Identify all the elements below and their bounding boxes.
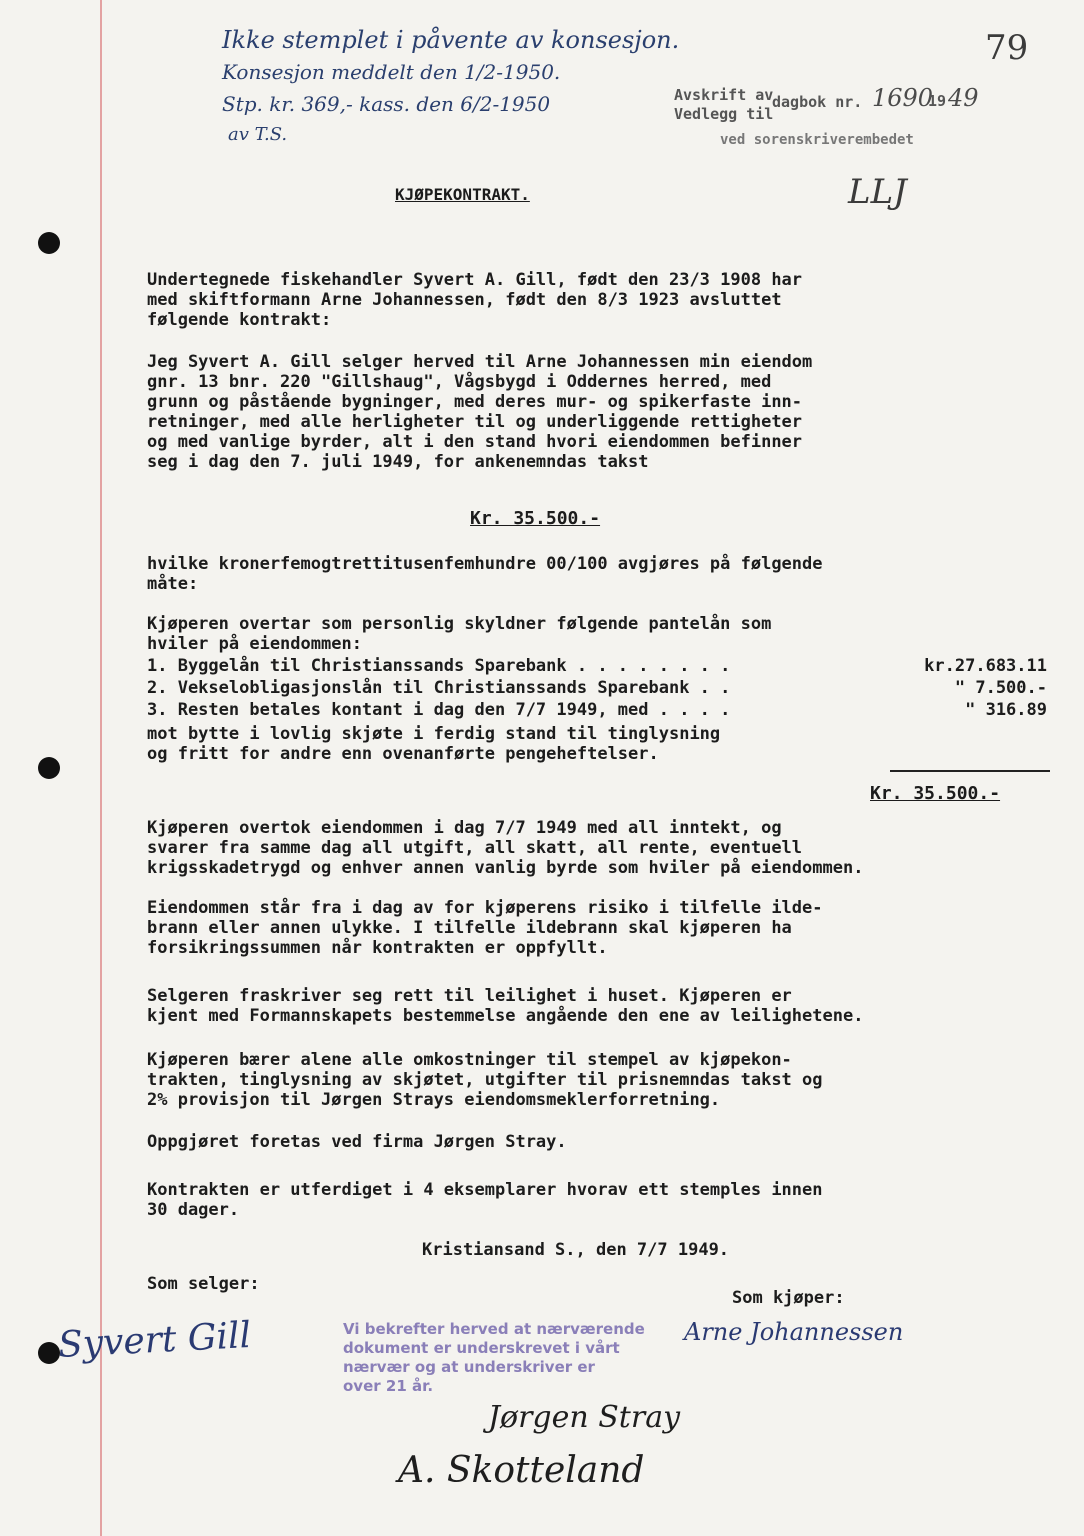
witness-signature: A. Skotteland [398,1450,645,1491]
text-line: brann eller annen ulykke. I tilfelle ildebrann skal kjøperen ha [147,918,792,938]
loans-after [147,724,1007,764]
punch-hole [38,757,60,779]
text-line: måte: [147,574,199,594]
text-line: gnr. 13 bnr. 220 "Gillshaug", Vågsbygd i Oddernes herred, med [147,372,772,392]
text-line: Kjøperen overtok eiendommen i dag 7/7 1949 med all inntekt, og [147,818,782,838]
text-line: mot bytte i lovlig skjøte i ferdig stand til tinglysning [147,724,721,744]
text-line: seg i dag den 7. juli 1949, for ankenemndas takst [147,452,649,472]
avskrift-label: Avskrift av [674,86,774,104]
total-rule [890,770,1050,772]
seller-label: Som selger: [147,1274,260,1294]
text-line: forsikringssummen når kontrakten er oppfyllt. [147,938,608,958]
handwritten-note: Ikke stemplet i påvente av konsesjon. [222,26,680,54]
copies-paragraph [147,1180,1007,1220]
text-line: nærvær og at underskriver er [343,1358,595,1376]
handwritten-note: Stp. kr. 369,- kass. den 6/2-1950 [222,92,551,116]
office-label: ved sorenskriverembedet [720,132,914,148]
sale-paragraph [147,352,1007,472]
buyer-signature: Arne Johannessen [684,1318,904,1346]
text-line: 2% provisjon til Jørgen Strays eiendomsmeklerforretning. [147,1090,721,1110]
text-line: trakten, tinglysning av skjøtet, utgifter til prisnemndas takst og [147,1070,823,1090]
text-line: krigsskadetrygd og enhver annen vanlig byrde som hviler på eiendommen. [147,858,864,878]
text-line: hvilke kronerfemogtrettitusenfemhundre 00/100 avgjøres på følgende [147,554,823,574]
text-line: Kjøperen overtar som personlig skyldner følgende pantelån som [147,614,772,634]
dagbok-number: 1690 [872,84,934,112]
loans-intro [147,614,1007,654]
apartment-paragraph [147,986,1007,1026]
loan-row [147,656,1047,678]
text-line: over 21 år. [343,1377,434,1395]
document-title: KJØPEKONTRAKT. [395,185,530,204]
loan-label: 1. Byggelån til Christianssands Sparebank . . . . . . . . [147,656,731,676]
intro-paragraph [147,270,1007,330]
text-line: Jeg Syvert A. Gill selger herved til Arne Johannessen min eiendom [147,352,813,372]
text-line: med skiftformann Arne Johannessen, født den 8/3 1923 avsluttet [147,290,782,310]
text-line: kjent med Formannskapets bestemmelse angående den ene av leilighetene. [147,1006,864,1026]
text-line: Kontrakten er utferdiget i 4 eksemplarer hvorav ett stemples innen [147,1180,823,1200]
takeover-paragraph [147,818,1007,878]
handwritten-note: av T.S. [228,124,288,145]
text-line: dokument er underskrevet i vårt [343,1339,620,1357]
punch-hole [38,1342,60,1364]
witness-stamp [343,1320,703,1396]
text-line: Oppgjøret foretas ved firma Jørgen Stray. [147,1132,567,1152]
loan-amount: kr.27.683.11 [924,656,1047,676]
text-line: 30 dager. [147,1200,240,1220]
initials: LLJ [848,172,907,212]
text-line: Vi bekrefter herved at nærværende [343,1320,645,1338]
year-suffix: 49 [948,84,979,112]
text-line: hviler på eiendommen: [147,634,362,654]
text-line: Selgeren fraskriver seg rett til leilighet i huset. Kjøperen er [147,986,792,1006]
loan-label: 2. Vekselobligasjonslån til Christianssands Sparebank . . [147,678,731,698]
text-line: og med vanlige byrder, alt i den stand hvori eiendommen befinner [147,432,803,452]
dagbok-label: dagbok nr. [772,93,863,111]
text-line: og fritt for andre enn ovenanførte pengeheftelser. [147,744,659,764]
text-line: Undertegnede fiskehandler Syvert A. Gill, født den 23/3 1908 har [147,270,803,290]
text-line: følgende kontrakt: [147,310,332,330]
vedlegg-label: Vedlegg til [674,105,774,123]
text-line: retninger, med alle herligheter til og underliggende rettigheter [147,412,803,432]
punch-hole [38,232,60,254]
page-number: 79 [985,28,1029,68]
loan-amount: " 316.89 [965,700,1047,720]
margin-line [100,0,102,1536]
handwritten-note: Konsesjon meddelt den 1/2-1950. [222,60,561,84]
settlement-line [147,1132,1007,1152]
text-line: Kjøperen bærer alene alle omkostninger til stempel av kjøpekon- [147,1050,792,1070]
loan-row [147,700,1047,722]
year-prefix: 19 [928,92,947,110]
text-line: Eiendommen står fra i dag av for kjøperens risiko i tilfelle ilde- [147,898,823,918]
text-line: svarer fra samme dag all utgift, all skatt, all rente, eventuell [147,838,803,858]
loan-row [147,678,1047,700]
buyer-label: Som kjøper: [732,1288,845,1308]
costs-paragraph [147,1050,1007,1110]
risk-paragraph [147,898,1007,958]
total-amount: Kr. 35.500.- [870,783,1001,804]
witness-signature: Jørgen Stray [488,1400,681,1435]
payment-intro [147,554,1007,594]
price-amount: Kr. 35.500.- [470,508,601,529]
place-date: Kristiansand S., den 7/7 1949. [422,1240,730,1260]
text-line: grunn og påstående bygninger, med deres mur- og spikerfaste inn- [147,392,803,412]
loan-amount: " 7.500.- [954,678,1047,698]
loan-label: 3. Resten betales kontant i dag den 7/7 1949, med . . . . [147,700,731,720]
seller-signature: Syvert Gill [57,1314,253,1367]
